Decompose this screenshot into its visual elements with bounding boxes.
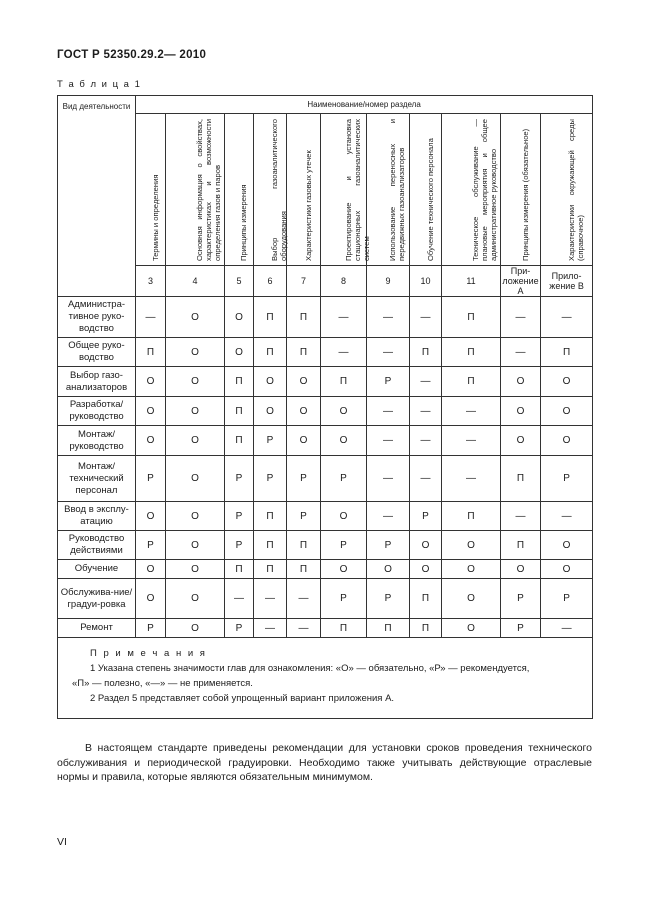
significance-cell: О <box>501 560 541 579</box>
significance-cell: О <box>501 426 541 456</box>
significance-cell: О <box>254 397 287 426</box>
significance-cell: О <box>225 297 254 338</box>
significance-cell: — <box>367 338 410 367</box>
significance-cell: — <box>501 502 541 531</box>
section-title-text: Принципы измерения (обязательное) <box>520 128 530 261</box>
significance-cell: О <box>321 560 367 579</box>
section-title <box>567 119 585 261</box>
significance-cell: О <box>321 397 367 426</box>
table-row <box>58 367 593 397</box>
significance-cell: — <box>254 619 287 638</box>
significance-cell: О <box>501 397 541 426</box>
significance-cell: О <box>367 560 410 579</box>
activity-cell: Разработка/ руководство <box>58 397 136 426</box>
significance-cell: Р <box>225 531 254 560</box>
significance-cell: О <box>442 579 501 619</box>
significance-cell: П <box>410 338 442 367</box>
significance-cell: П <box>442 297 501 338</box>
significance-cell: — <box>410 426 442 456</box>
significance-cell: — <box>287 619 321 638</box>
section-number: 3 <box>136 266 166 297</box>
section-title-text: Основная информация о свойствах, характеристиках и возможности определения газов и паров <box>195 119 222 261</box>
section-title-text: Характеристики газовых утечек <box>303 150 313 261</box>
significance-cell: О <box>166 338 225 367</box>
significance-cell: — <box>136 297 166 338</box>
significance-cell: О <box>225 338 254 367</box>
significance-cell: О <box>287 426 321 456</box>
significance-cell: — <box>287 579 321 619</box>
significance-cell: Р <box>225 619 254 638</box>
significance-cell: П <box>501 531 541 560</box>
section-number: 11 <box>442 266 501 297</box>
significance-cell: — <box>442 397 501 426</box>
section-title-cell <box>287 114 321 266</box>
significance-cell: П <box>442 502 501 531</box>
table-row <box>58 579 593 619</box>
significance-cell: П <box>254 502 287 531</box>
significance-cell: О <box>166 397 225 426</box>
table-row <box>58 619 593 638</box>
sections-table <box>57 95 593 719</box>
section-number: Прило-жение В <box>541 266 593 297</box>
significance-cell: О <box>166 531 225 560</box>
significance-cell: Р <box>136 456 166 502</box>
significance-cell: Р <box>367 531 410 560</box>
significance-cell: Р <box>287 502 321 531</box>
significance-cell: П <box>442 367 501 397</box>
significance-cell: — <box>442 456 501 502</box>
significance-cell: — <box>501 338 541 367</box>
table-row <box>58 397 593 426</box>
significance-cell: Р <box>367 367 410 397</box>
significance-cell: Р <box>136 619 166 638</box>
significance-cell: Р <box>541 579 593 619</box>
significance-cell: Р <box>501 579 541 619</box>
significance-cell: — <box>501 297 541 338</box>
significance-cell: О <box>136 367 166 397</box>
significance-cell: О <box>136 397 166 426</box>
significance-cell: Р <box>321 456 367 502</box>
section-title-cell <box>254 114 287 266</box>
significance-cell: Р <box>254 426 287 456</box>
section-title <box>195 119 222 261</box>
notes-title: П р и м е ч а н и я <box>90 648 207 659</box>
document-header: ГОСТ Р 52350.29.2— 2010 <box>57 49 207 61</box>
significance-cell: П <box>287 338 321 367</box>
significance-cell: — <box>367 456 410 502</box>
significance-cell: П <box>287 297 321 338</box>
significance-cell: П <box>287 531 321 560</box>
significance-cell: О <box>166 579 225 619</box>
significance-cell: Р <box>501 619 541 638</box>
significance-cell: П <box>501 456 541 502</box>
significance-cell: П <box>287 560 321 579</box>
significance-cell: О <box>166 367 225 397</box>
activity-cell: Монтаж/ технический персонал <box>58 456 136 502</box>
section-group-header: Наименование/номер раздела <box>136 96 593 114</box>
significance-cell: О <box>166 426 225 456</box>
section-title-text: Выбор газоаналитического оборудования <box>270 119 288 261</box>
significance-cell: П <box>136 338 166 367</box>
significance-cell: П <box>254 338 287 367</box>
significance-cell: П <box>225 560 254 579</box>
significance-cell: Р <box>225 456 254 502</box>
significance-cell: О <box>254 367 287 397</box>
section-title <box>270 119 288 261</box>
significance-cell: О <box>166 502 225 531</box>
section-number: 8 <box>321 266 367 297</box>
significance-cell: Р <box>321 531 367 560</box>
significance-cell: О <box>166 456 225 502</box>
section-title-cell <box>442 114 501 266</box>
section-title-cell <box>367 114 410 266</box>
significance-cell: Р <box>225 502 254 531</box>
significance-cell: О <box>166 297 225 338</box>
significance-cell: П <box>321 619 367 638</box>
significance-cell: П <box>254 297 287 338</box>
significance-cell: — <box>410 397 442 426</box>
significance-cell: О <box>541 367 593 397</box>
significance-cell: П <box>442 338 501 367</box>
significance-cell: О <box>136 426 166 456</box>
significance-cell: О <box>442 619 501 638</box>
significance-cell: О <box>541 531 593 560</box>
section-title-text: Техническое обслуживание — плановые мероприятия и общее административное руководство <box>471 119 498 261</box>
section-title-text: Обучение технического персонала <box>425 138 435 261</box>
significance-cell: О <box>166 560 225 579</box>
section-title-text: Использование переносных и передвижных газоанализаторов <box>388 119 406 261</box>
table-row <box>58 560 593 579</box>
significance-cell: — <box>367 426 410 456</box>
significance-cell: О <box>541 426 593 456</box>
section-number: 7 <box>287 266 321 297</box>
table-caption: Т а б л и ц а 1 <box>57 79 142 90</box>
significance-cell: — <box>367 397 410 426</box>
significance-cell: — <box>541 619 593 638</box>
section-title-cell <box>501 114 541 266</box>
section-title <box>239 119 248 261</box>
section-number: 5 <box>225 266 254 297</box>
activity-cell: Обучение <box>58 560 136 579</box>
note-1: 1 Указана степень значимости глав для ознакомления: «О» — обязательно, «Р» — рекомендуется, <box>90 663 530 674</box>
section-number: 9 <box>367 266 410 297</box>
section-title-text: Термины и определения <box>150 174 160 261</box>
significance-cell: О <box>287 367 321 397</box>
section-title <box>521 119 530 261</box>
section-number: 6 <box>254 266 287 297</box>
significance-cell: — <box>254 579 287 619</box>
section-title <box>426 119 435 261</box>
significance-cell: О <box>501 367 541 397</box>
significance-cell: О <box>442 560 501 579</box>
significance-cell: О <box>136 560 166 579</box>
table-notes <box>58 638 593 719</box>
section-title-cell <box>410 114 442 266</box>
significance-cell: О <box>410 531 442 560</box>
significance-cell: — <box>410 367 442 397</box>
page-number: VI <box>57 836 67 848</box>
table-row <box>58 531 593 560</box>
section-number: 4 <box>166 266 225 297</box>
section-title-cell <box>541 114 593 266</box>
significance-cell: — <box>367 502 410 531</box>
significance-cell: — <box>321 297 367 338</box>
table-row <box>58 426 593 456</box>
significance-cell: П <box>367 619 410 638</box>
section-title <box>304 119 313 261</box>
significance-cell: Р <box>541 456 593 502</box>
significance-cell: П <box>410 619 442 638</box>
significance-cell: Р <box>136 531 166 560</box>
significance-cell: П <box>541 338 593 367</box>
activity-cell: Общее руко-водство <box>58 338 136 367</box>
significance-cell: — <box>225 579 254 619</box>
table-row <box>58 338 593 367</box>
significance-cell: П <box>225 397 254 426</box>
activity-cell: Монтаж/ руководство <box>58 426 136 456</box>
significance-cell: О <box>136 502 166 531</box>
significance-cell: О <box>541 560 593 579</box>
significance-cell: Р <box>367 579 410 619</box>
section-title <box>151 119 160 261</box>
section-title-text: Характеристики окружающей среды (справочное) <box>566 119 585 261</box>
section-title-cell <box>166 114 225 266</box>
table-row <box>58 502 593 531</box>
significance-cell: О <box>166 619 225 638</box>
significance-cell: О <box>541 397 593 426</box>
section-number: 10 <box>410 266 442 297</box>
section-number: При-ложение А <box>502 266 539 296</box>
significance-cell: О <box>410 560 442 579</box>
significance-cell: П <box>321 367 367 397</box>
section-title-text: Проектирование и установка стационарных газоаналитических систем <box>343 119 371 261</box>
significance-cell: П <box>410 579 442 619</box>
note-2: 2 Раздел 5 представляет собой упрощенный вариант приложения А. <box>90 693 395 704</box>
activity-column-header: Вид деятельности <box>58 96 136 297</box>
significance-cell: О <box>136 579 166 619</box>
activity-cell: Ремонт <box>58 619 136 638</box>
table-row <box>58 297 593 338</box>
section-title-text: Принципы измерения <box>239 184 248 261</box>
significance-cell: — <box>367 297 410 338</box>
significance-cell: П <box>254 531 287 560</box>
significance-cell: Р <box>254 456 287 502</box>
body-paragraph: В настоящем стандарте приведены рекомендации для установки сроков проведения технического обслуживания и периодической градуировки. Необходимо также учитывать действующие отраслевые нормы и правила, которые являются обязательным минимумом. <box>57 742 592 783</box>
activity-cell: Выбор газо-анализаторов <box>58 367 136 397</box>
significance-cell: — <box>442 426 501 456</box>
significance-cell: П <box>225 426 254 456</box>
activity-cell: Администра-тивное руко-водство <box>58 297 136 338</box>
section-title <box>388 119 406 261</box>
table-row <box>58 456 593 502</box>
section-title-cell <box>321 114 371 266</box>
significance-cell: О <box>321 426 367 456</box>
significance-cell: Р <box>287 456 321 502</box>
section-title-cell <box>225 114 254 266</box>
significance-cell: — <box>410 456 442 502</box>
significance-cell: Р <box>410 502 442 531</box>
significance-cell: О <box>321 502 367 531</box>
activity-cell: Ввод в эксплу-атацию <box>58 502 136 531</box>
activity-cell: Обслужива-ние/ градуи-ровка <box>58 579 136 619</box>
significance-cell: О <box>442 531 501 560</box>
note-1-continued: «П» — полезно, «—» — не применяется. <box>72 678 253 689</box>
activity-cell: Руководство действиями <box>58 531 136 560</box>
section-title <box>471 119 498 261</box>
significance-cell: Р <box>321 579 367 619</box>
significance-cell: — <box>541 297 593 338</box>
significance-cell: П <box>254 560 287 579</box>
significance-cell: — <box>541 502 593 531</box>
significance-cell: П <box>225 367 254 397</box>
significance-cell: О <box>287 397 321 426</box>
significance-cell: — <box>321 338 367 367</box>
section-title-cell <box>136 114 166 266</box>
significance-cell: — <box>410 297 442 338</box>
